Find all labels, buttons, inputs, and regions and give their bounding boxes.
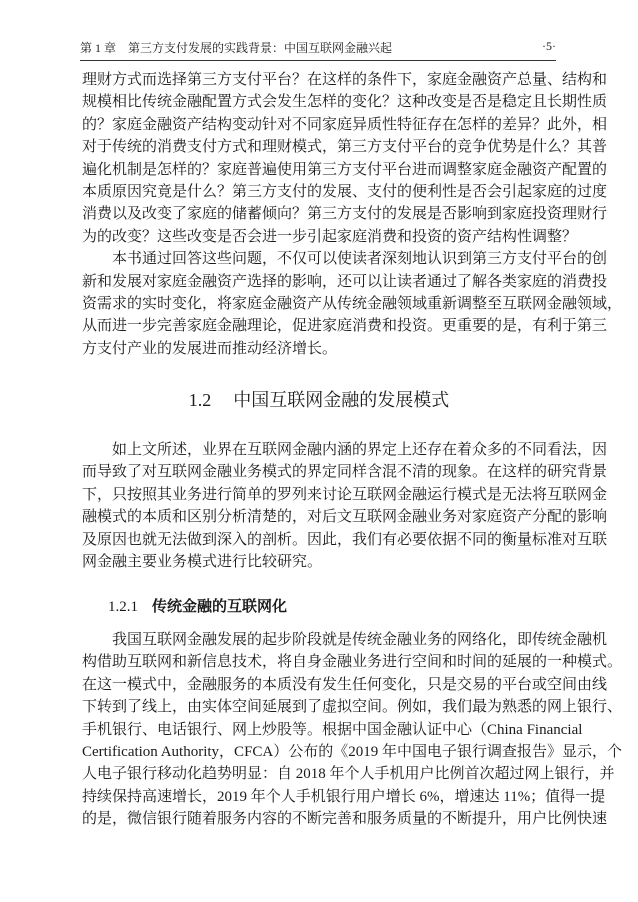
section-title: 中国互联网金融的发展模式 [233, 390, 450, 410]
text-line: 新和发展对家庭金融资产选择的影响，还可以让读者通过了解各类家庭的消费投 [82, 273, 608, 290]
text-line: 如上文所述，业界在互联网金融内涵的界定上还存在着众多的不同看法，因 [112, 442, 608, 458]
text-line: 人电子银行移动化趋势明显：自 2018 年个人手机用户比例首次超过网上银行，并 [82, 766, 615, 783]
text-line: 对于传统的消费支付方式和理财模式，第三方支付平台的竞争优势是什么？其普 [82, 139, 608, 156]
text-line: 下，只按照其业务进行简单的罗列来讨论互联网金融运行模式是无法将互联网金 [82, 486, 608, 503]
section-heading [0, 386, 638, 412]
text-line: 网金融主要业务模式进行比较研究。 [82, 553, 323, 570]
paragraph-intro [82, 439, 608, 573]
text-line: 的？家庭金融资产结构变动针对不同家庭异质性特征存在怎样的差异？此外，相 [82, 116, 608, 133]
text-line: 本质原因究竟是什么？第三方支付的发展、支付的便利性是否会引起家庭的过度 [82, 183, 608, 200]
text-line: 为的改变？这些改变是否会进一步引起家庭消费和投资的资产结构性调整？ [82, 228, 578, 245]
header-rule [80, 60, 556, 61]
text-line: 在这一模式中，金融服务的本质没有发生任何变化，只是交易的平台或空间由线 [82, 676, 608, 693]
text-line: 下转到了线上，由实体空间延展到了虚拟空间。例如，我们最为熟悉的网上银行、 [82, 699, 623, 716]
text-line: 我国互联网金融发展的起步阶段就是传统金融业务的网络化，即传统金融机 [112, 632, 608, 648]
text-line: 理财方式而选择第三方支付平台？在这样的条件下，家庭金融资产总量、结构和 [82, 72, 608, 88]
section-number: 1.2 [188, 390, 212, 410]
text-line: 遍化机制是怎样的？家庭普遍使用第三方支付平台进而调整家庭金融资产配置的 [82, 161, 608, 178]
text-line: 从而进一步完善家庭金融理论，促进家庭消费和投资。更重要的是，有利于第三 [82, 318, 608, 335]
subsection-number: 1.2.1 [108, 599, 138, 615]
text-line: 资需求的实时变化，将家庭金融资产从传统金融领域重新调整至互联网金融领域， [82, 295, 623, 312]
text-line: 而导致了对互联网金融业务模式的界定同样含混不清的现象。在这样的研究背景 [82, 464, 608, 481]
text-line: 规模相比传统金融配置方式会发生怎样的变化？这种改变是否是稳定且长期性质 [82, 94, 608, 111]
text-line: 的是，微信银行随着服务内容的不断完善和服务质量的不断提升，用户比例快速 [82, 811, 608, 828]
text-line: 本书通过回答这些问题，不仅可以使读者深刻地认识到第三方支付平台的创 [112, 251, 608, 268]
text-line: 方支付产业的发展进而推动经济增长。 [82, 340, 338, 357]
paragraph-traditional-finance [82, 629, 623, 831]
text-line: 构借助互联网和新信息技术，将自身金融业务进行空间和时间的延展的一种模式。 [82, 654, 623, 671]
text-line: 消费以及改变了家庭的储蓄倾向？第三方支付的发展是否影响到家庭投资理财行 [82, 206, 608, 223]
subsection-heading [108, 595, 287, 616]
paragraph-questions [82, 69, 623, 360]
text-line: 持续保持高速增长，2019 年个人手机银行用户增长 6%，增速达 11%；值得一提 [82, 788, 606, 805]
chapter-title: 第 1 章 第三方支付发展的实践背景：中国互联网金融兴起 [80, 41, 393, 55]
text-line: 及原因也就无法做到深入的剖析。因此，我们有必要依据不同的衡量标准对互联 [82, 531, 608, 548]
text-line: 手机银行、电话银行、网上炒股等。根据中国金融认证中心（China Financial [82, 721, 583, 738]
text-line: Certification Authority，CFCA）公布的《2019 年中国电子银行调查报告》显示，个 [82, 743, 622, 760]
text-line: 融模式的本质和区别分析清楚的，对后文互联网金融业务对家庭资产分配的影响 [82, 509, 608, 526]
running-header [80, 39, 556, 59]
page-number: ·5· [542, 39, 556, 53]
subsection-title: 传统金融的互联网化 [152, 599, 288, 615]
